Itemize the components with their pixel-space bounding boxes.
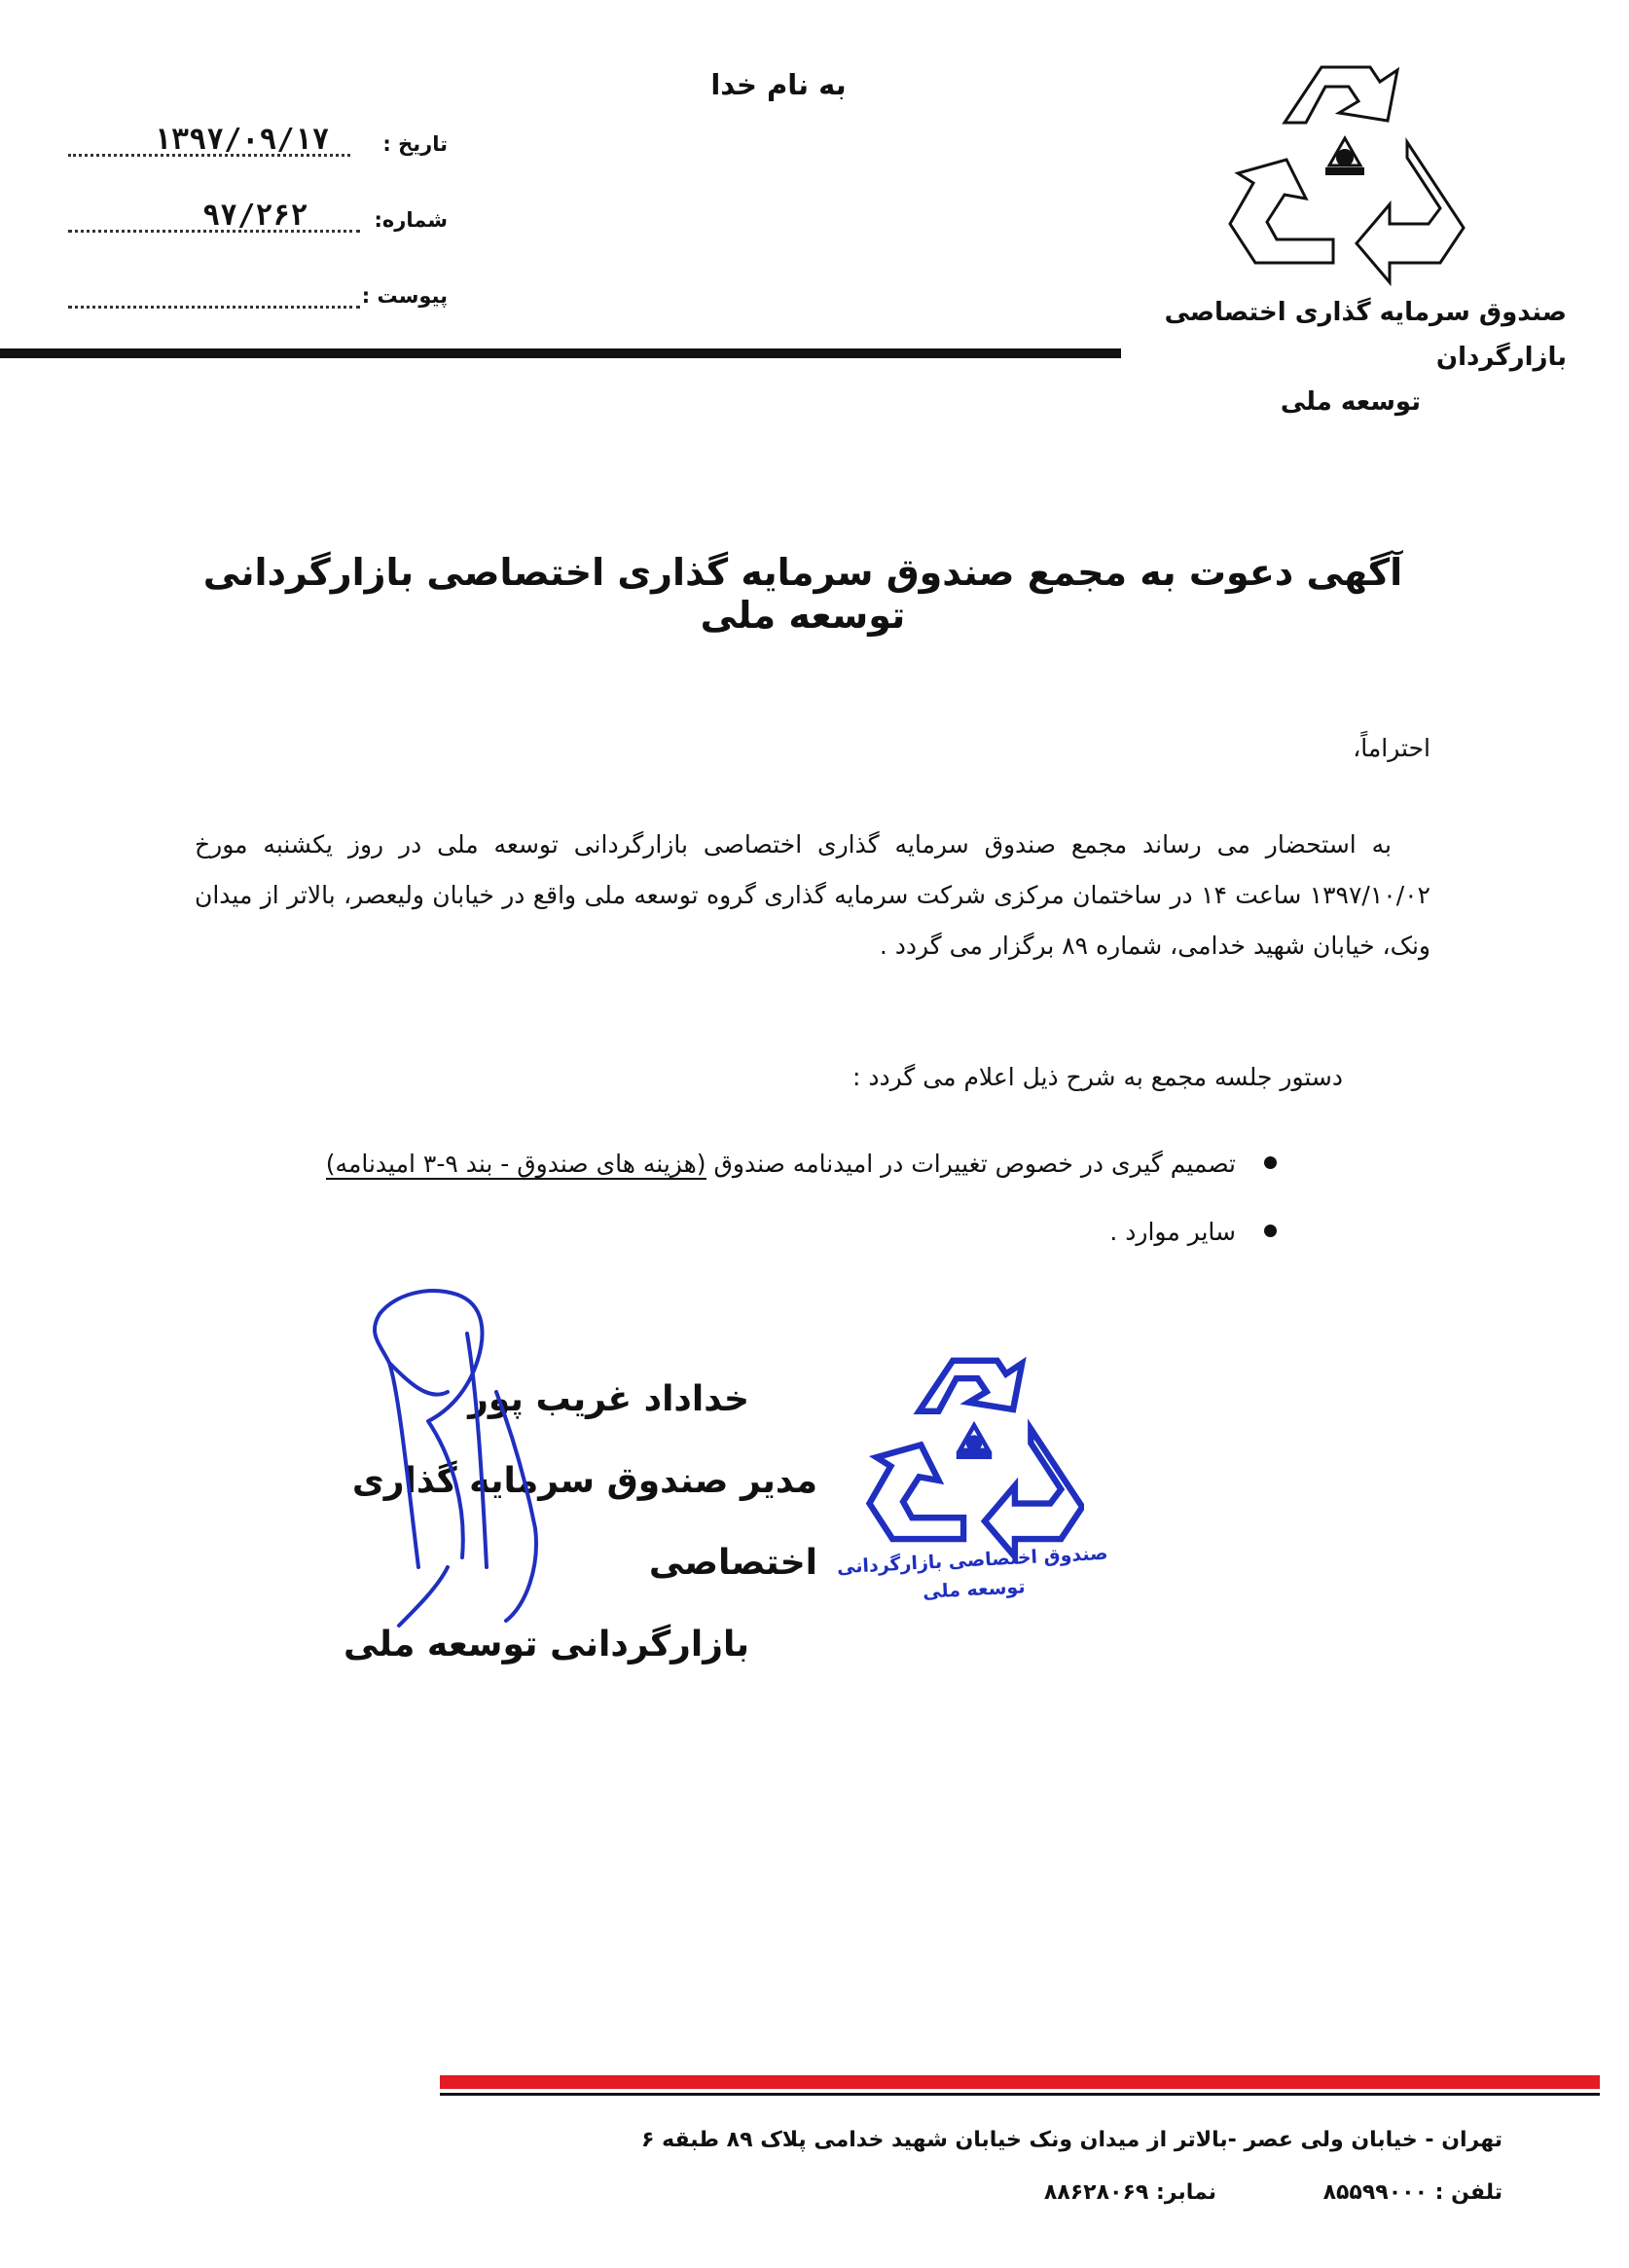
header-divider	[0, 348, 1121, 358]
footer-address: تهران - خیابان ولی عصر -بالاتر از میدان ونک خیابان شهید خدامی پلاک ۸۹ طبقه ۶	[641, 2128, 1502, 2152]
number-label: شماره:	[374, 208, 448, 232]
date-row	[68, 123, 448, 171]
notice-title: آگهی دعوت به مجمع صندوق سرمایه گذاری اختصاصی بازارگردانی توسعه ملی	[202, 551, 1403, 637]
footer-phone: تلفن : ۸۵۵۹۹۰۰۰	[1322, 2180, 1502, 2205]
signatory-name: خداداد غریب پور	[468, 1379, 749, 1419]
invitation-paragraph-text: به استحضار می رساند مجمع صندوق سرمایه گذاری اختصاصی بازارگردانی توسعه ملی در روز یکشنبه مورخ ۱۳۹۷/۱۰/۰۲ ساعت ۱۴ در ساختمان مرکزی شرکت سرمایه گذاری گروه توسعه ملی واقع در خیابان ولیعصر، بالاتر از میدان ونک، خیابان شهید خدامی، شماره ۸۹ برگزار می گردد .	[195, 830, 1430, 960]
agenda-item-text: تصمیم گیری در خصوص تغییرات در امیدنامه صندوق	[713, 1150, 1236, 1178]
agenda-item	[272, 1147, 1285, 1181]
company-stamp-logo-icon	[864, 1355, 1084, 1563]
signatory-title-line1: مدیر صندوق سرمایه گذاری اختصاصی	[351, 1461, 817, 1583]
agenda-item	[272, 1215, 1285, 1249]
agenda-list	[272, 1147, 1285, 1283]
footer-fax: نمابر: ۸۸۶۲۸۰۶۹	[1043, 2180, 1216, 2205]
basmala: به نام خدا	[710, 68, 847, 101]
organization-name-line1: صندوق سرمایه گذاری اختصاصی بازارگردان	[1164, 298, 1567, 372]
recycle-logo-icon	[1224, 62, 1466, 288]
organization-name-line2: توسعه ملی	[1280, 387, 1421, 417]
organization-name	[1109, 290, 1567, 424]
attachment-row	[68, 278, 448, 323]
date-value: ۱۳۹۷/۰۹/۱۷	[154, 123, 330, 157]
footer-black-line	[440, 2093, 1600, 2096]
footer-red-bar	[440, 2075, 1600, 2089]
agenda-intro: دستور جلسه مجمع به شرح ذیل اعلام می گردد :	[852, 1063, 1343, 1091]
signatory-title-line2: بازارگردانی توسعه ملی	[343, 1625, 749, 1664]
agenda-item-note: (هزینه های صندوق - بند ۹-۳ امیدنامه)	[325, 1150, 706, 1178]
number-value: ۹۷/۲۶۲	[202, 199, 308, 233]
attachment-label: پیوست :	[361, 284, 448, 308]
date-label: تاریخ :	[382, 132, 448, 156]
stamp-line2: توسعه ملی	[922, 1576, 1026, 1603]
invitation-paragraph	[195, 820, 1430, 971]
agenda-item-text: سایر موارد .	[1109, 1218, 1236, 1246]
stamp-line1: صندوق اختصاصی بازارگردانی	[836, 1542, 1108, 1579]
number-row	[68, 199, 448, 247]
handwritten-signature-icon	[370, 1275, 594, 1645]
salutation: احتراماً،	[1353, 734, 1430, 762]
